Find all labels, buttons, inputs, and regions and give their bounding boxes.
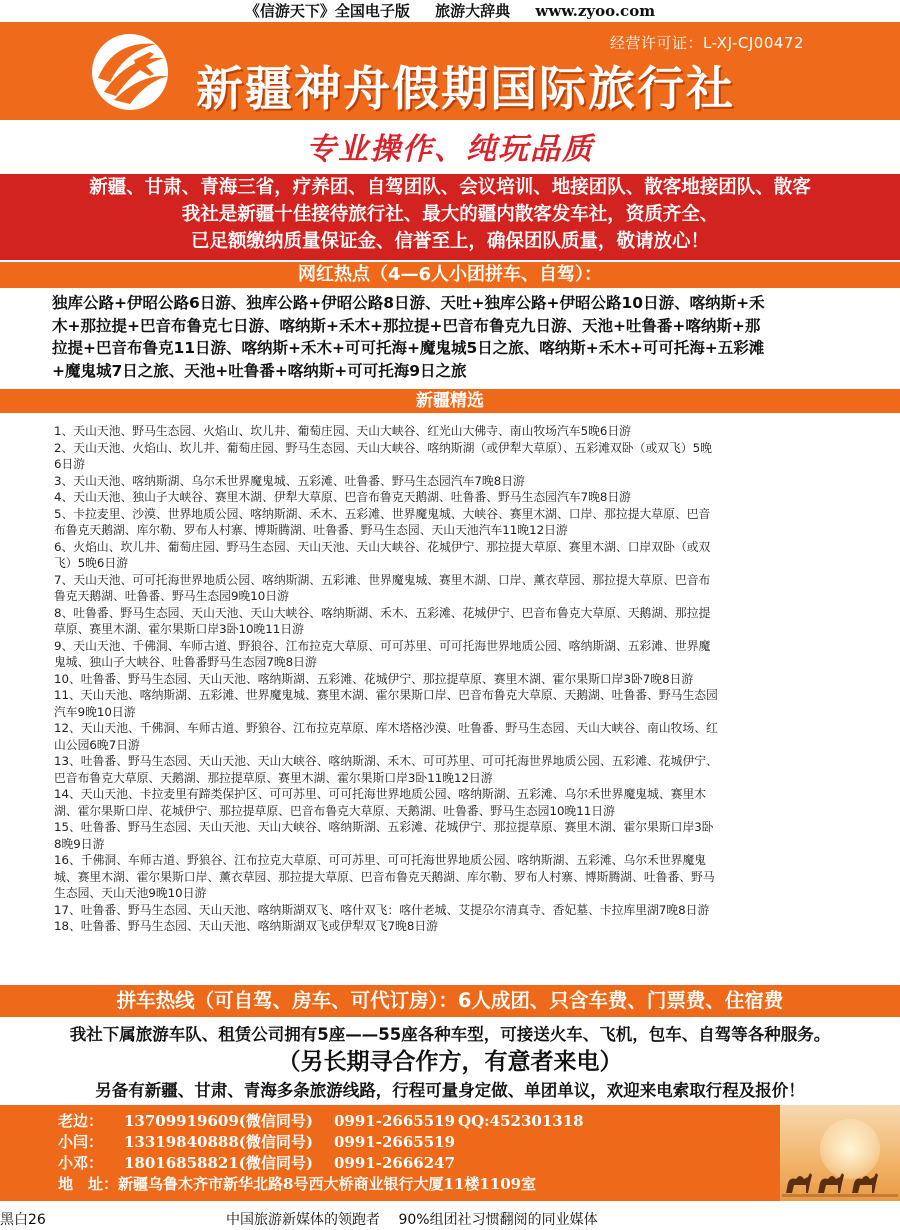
selected-section-title: 新疆精选	[0, 389, 900, 413]
carpool-hotline: 拼车热线（可自驾、房车、可代订房）：6人成团、只含车费、门票费、住宿费	[0, 985, 900, 1017]
contact-tel[interactable]: 0991-2665519	[334, 1133, 456, 1151]
route-line: 飞）5晚6日游	[54, 556, 128, 570]
intro-line: 已足额缴纳质量保证金、信誉至上，确保团队质量，敬请放心！	[190, 231, 709, 252]
route-line: 13、吐鲁番、野马生态园、天山天池、天山大峡谷、喀纳斯湖、禾木、可可苏里、可可托海世界地质公园、五彩滩、花城伊宁、	[54, 754, 718, 768]
route-line: 8晚9日游	[54, 836, 105, 851]
address: 地 址：新疆乌鲁木齐市新华北路8号西大桥商业银行大厦11楼1109室	[58, 1175, 537, 1193]
footer-tagline: 中国旅游新媒体的领跑者 90%组团社习惯翻阅的同业媒体	[226, 1212, 598, 1228]
page-number: 黑白26	[0, 1212, 46, 1228]
camel-caravan-icon	[782, 1163, 898, 1197]
hot-section-title: 网红热点（4—6人小团拼车、自驾）：	[0, 262, 900, 288]
route-line: 4、天山天池、独山子大峡谷、赛里木湖、伊犁大草原、巴音布鲁克天鹅湖、吐鲁番、野马生态园汽车7晚8日游	[54, 490, 631, 504]
contact-name: 小闫：	[58, 1133, 104, 1151]
hot-routes	[52, 292, 872, 382]
contact-row	[58, 1153, 584, 1174]
route-line: 14、天山天池、卡拉麦里有蹄类保护区、可可苏里、可可托海世界地质公园、喀纳斯湖、五彩滩、乌尔禾世界魔鬼城、赛里木	[54, 787, 707, 801]
route-line: 10、吐鲁番、野马生态园、天山天池、喀纳斯湖、五彩滩、花城伊宁、那拉提草原、赛里木湖、霍尔果斯口岸3卧7晚8日游	[54, 671, 694, 686]
contact-qq: QQ:452301318	[458, 1112, 584, 1130]
intro-line: 我社是新疆十佳接待旅行社、最大的疆内散客发车社，资质齐全、	[181, 204, 719, 225]
route-line: 山公园6晚7日游	[54, 737, 140, 752]
route-line: 8、吐鲁番、野马生态园、天山天池、天山大峡谷、喀纳斯湖、禾木、五彩滩、花城伊宁、巴音布鲁克大草原、天鹅湖、那拉提	[54, 605, 711, 620]
contact-tel[interactable]: 0991-2665519	[334, 1112, 456, 1130]
contact-row	[58, 1132, 584, 1153]
intro-line: 新疆、甘肃、青海三省，疗养团、自驾团队、会议培训、地接团队、散客地接团队、散客	[89, 177, 811, 198]
route-line: 16、千佛洞、车师古道、野狼谷、江布拉克大草原、可可苏里、可可托海世界地质公园、喀纳斯湖、五彩滩、乌尔禾世界魔鬼	[54, 853, 707, 867]
page-footer	[0, 1210, 900, 1230]
more-routes-note: 另备有新疆、甘肃、青海多条旅游线路，行程可量身定做、单团单议，欢迎来电索取行程及报价！	[95, 1081, 805, 1100]
hot-line: 木+那拉提+巴音布鲁克七日游、喀纳斯+禾木+那拉提+巴音布鲁克九日游、天池+吐鲁番+喀纳斯+那	[52, 316, 761, 335]
contact-mobile[interactable]: 18016858821(微信同号)	[124, 1154, 314, 1172]
selected-routes-list	[54, 423, 854, 935]
hot-line: +魔鬼城7日之旅、天池+吐鲁番+喀纳斯+可可托海9日之旅	[52, 361, 467, 380]
route-line: 汽车9晚10日游	[54, 704, 136, 719]
route-line: 1、天山天池、野马生态园、火焰山、坎儿井、葡萄庄园、天山大峡谷、红光山大佛寺、南山牧场汽车5晚6日游	[54, 424, 631, 438]
airplane-logo-icon	[84, 30, 176, 114]
partner-wanted: （另长期寻合作方，有意者来电）	[277, 1049, 623, 1075]
route-line: 17、吐鲁番、野马生态园、天山天池、喀纳斯湖双飞、喀什双飞：喀什老城、艾提尕尔清真寺、香妃墓、卡拉库里湖7晚8日游	[54, 902, 710, 917]
route-line: 湖、霍尔果斯口岸、花城伊宁、那拉提草原、巴音布鲁克大草原、天鹅湖、吐鲁番、野马生态园10晚11日游	[54, 803, 615, 818]
route-line: 鲁克天鹅湖、吐鲁番、野马生态园9晚10日游	[54, 589, 289, 603]
slogan: 专业操作、纯玩品质	[306, 132, 594, 167]
route-line: 2、天山天池、火焰山、坎儿井、葡萄庄园、野马生态园、天山大峡谷、喀纳斯湖（或伊犁大草原）、五彩滩双卧（或双飞）5晚	[54, 440, 712, 455]
route-line: 7、天山天池、可可托海世界地质公园、喀纳斯湖、五彩滩、世界魔鬼城、赛里木湖、口岸、薰衣草园、那拉提大草原、巴音布	[54, 572, 711, 587]
route-line: 巴音布鲁克大草原、天鹅湖、那拉提草原、赛里木湖、霍尔果斯口岸3卧11晚12日游	[54, 770, 493, 785]
route-line: 12、天山天池、千佛洞、车师古道、野狼谷、江布拉克草原、库木塔格沙漠、吐鲁番、野马生态园、天山大峡谷、南山牧场、红	[54, 721, 718, 735]
top-bar	[0, 0, 900, 22]
brand-title: 《信游天下》全国电子版	[244, 2, 410, 20]
hot-line: 拉提+巴音布鲁克11日游、喀纳斯+禾木+可可托海+魔鬼城5日之旅、喀纳斯+禾木+可可托海+五彩滩	[52, 339, 765, 357]
contact-block	[0, 1105, 900, 1201]
route-line: 草原、赛里木湖、霍尔果斯口岸3卧10晚11日游	[54, 622, 304, 636]
route-line: 6日游	[54, 457, 86, 471]
route-line: 15、吐鲁番、野马生态园、天山天池、天山大峡谷、喀纳斯湖、五彩滩、花城伊宁、那拉提草原、赛里木湖、霍尔果斯口岸3卧	[54, 820, 714, 834]
route-line: 城、赛里木湖、霍尔果斯口岸、薰衣草园、那拉提大草原、巴音布鲁克天鹅湖、库尔勒、罗布人村寨、博斯腾湖、吐鲁番、野马	[54, 869, 715, 884]
route-line: 5、卡拉麦里、沙漠、世界地质公园、喀纳斯湖、禾木、五彩滩、世界魔鬼城、大峡谷、赛里木湖、口岸、那拉提大草原、巴音	[54, 506, 711, 521]
company-name: 新疆神舟假期国际旅行社	[196, 62, 735, 117]
intro-block	[0, 174, 900, 260]
company-header	[0, 22, 900, 120]
contact-mobile[interactable]: 13709919609(微信同号)	[124, 1112, 314, 1130]
route-line: 生态园、天山天池9晚10日游	[54, 886, 207, 900]
route-line: 18、吐鲁番、野马生态园、天山天池、喀纳斯湖双飞或伊犁双飞7晚8日游	[54, 919, 438, 933]
route-line: 布鲁克天鹅湖、库尔勒、罗布人村寨、博斯腾湖、吐鲁番、野马生态园、天山天池汽车11晚12日游	[54, 523, 568, 537]
contact-mobile[interactable]: 13319840888(微信同号)	[124, 1133, 314, 1151]
contact-tel[interactable]: 0991-2666247	[334, 1154, 456, 1172]
fleet-description: 我社下属旅游车队、租赁公司拥有5座——55座各种车型，可接送火车、飞机，包车、自驾等各种服务。	[69, 1025, 831, 1044]
route-line: 鬼城、独山子大峡谷、吐鲁番野马生态园7晚8日游	[54, 655, 317, 669]
license-number: 经营许可证：L-XJ-CJ00472	[610, 34, 804, 52]
hot-line: 独库公路+伊昭公路6日游、独库公路+伊昭公路8日游、天吐+独库公路+伊昭公路10日游、喀纳斯+禾	[52, 294, 765, 312]
route-line: 11、天山天池、喀纳斯湖、五彩滩、世界魔鬼城、赛里木湖、霍尔果斯口岸、巴音布鲁克大草原、天鹅湖、吐鲁番、野马生态园	[54, 688, 718, 702]
dictionary-title: 旅游大辞典	[435, 2, 511, 20]
contact-name: 老边：	[58, 1112, 104, 1130]
route-line: 9、天山天池、千佛洞、车师古道、野狼谷、江布拉克大草原、可可苏里、可可托海世界地质公园、喀纳斯湖、五彩滩、世界魔	[54, 638, 711, 653]
route-line: 3、天山天池、喀纳斯湖、乌尔禾世界魔鬼城、五彩滩、吐鲁番、野马生态园汽车7晚8日游	[54, 473, 525, 488]
route-line: 6、火焰山、坎儿井、葡萄庄园、野马生态园、天山天池、天山大峡谷、花城伊宁、那拉提大草原、赛里木湖、口岸双卧（或双	[54, 539, 711, 554]
site-link[interactable]: www.zyoo.com	[535, 2, 656, 20]
desert-camel-picture	[780, 1105, 900, 1201]
contact-name: 小邓：	[58, 1154, 104, 1172]
contact-row	[58, 1111, 584, 1132]
